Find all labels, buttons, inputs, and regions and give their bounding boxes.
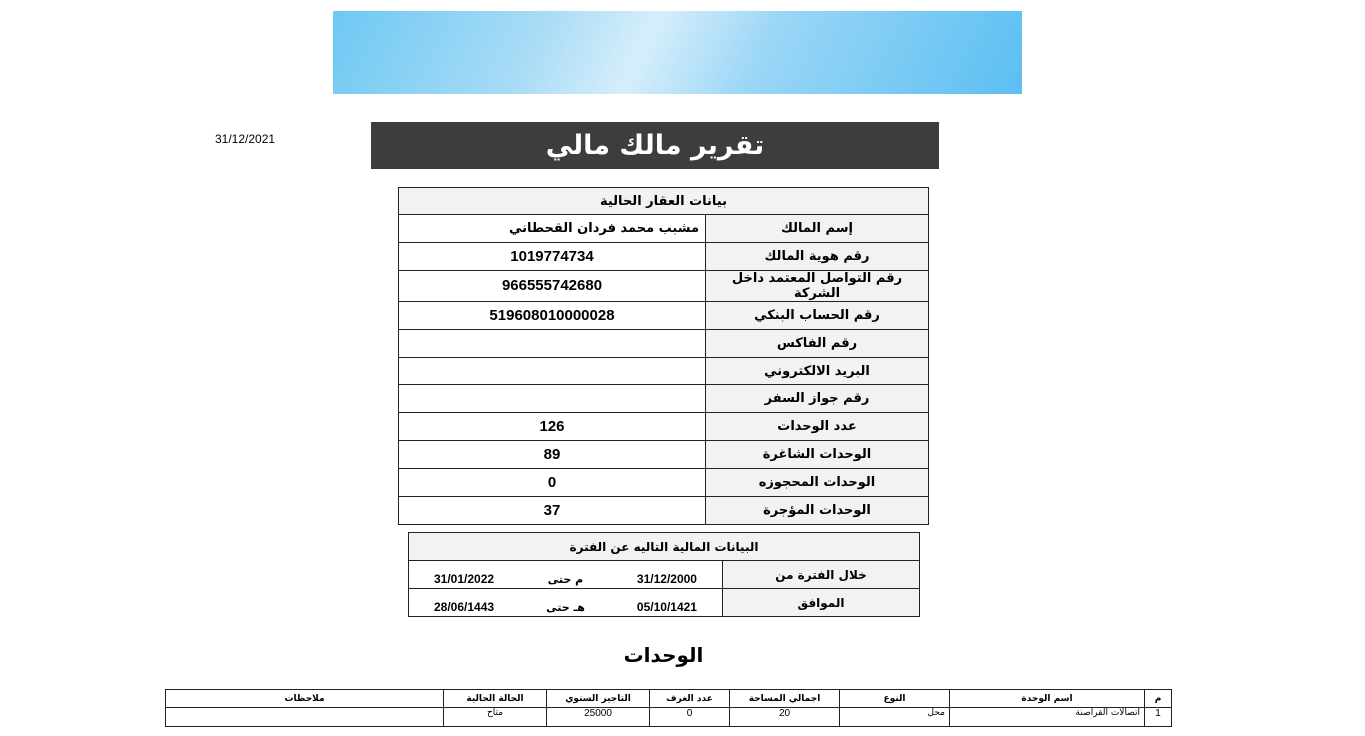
units-section-title: الوحدات [623,643,704,667]
email-value [399,357,706,385]
reserved-units-label: الوحدات المحجوزه [706,469,929,497]
table-row [399,385,929,413]
property-table-header: بيانات العقار الحالية [399,188,929,215]
table-row [166,708,1172,727]
period-to-date: 31/01/2022 [434,571,495,586]
financial-table-header: البيانات المالية التاليه عن الفترة [409,533,920,561]
col-annual-rent: التاجير السنوي [547,690,650,708]
units-count-label: عدد الوحدات [706,413,929,441]
vacant-units-value: 89 [399,441,706,469]
bank-account-label: رقم الحساب البنكي [706,301,929,329]
table-row [399,242,929,270]
col-rooms: عدد الغرف [650,690,730,708]
col-type: النوع [840,690,950,708]
owner-id-value: 1019774734 [399,242,706,270]
unit-area: 20 [730,708,840,727]
bank-account-value: 519608010000028 [399,301,706,329]
fax-value [399,329,706,357]
table-row [399,497,929,525]
hijri-label: الموافق [723,589,920,617]
hijri-from-date: 05/10/1421 [636,599,697,614]
hijri-to-date: 28/06/1443 [434,599,495,614]
report-date: 31/12/2021 [215,132,276,146]
owner-name-value: مشبب محمد فردان القحطاني [399,215,706,243]
units-header-row [166,690,1172,708]
property-data-table [398,187,929,525]
table-row [399,469,929,497]
period-from-date: 31/12/2000 [636,571,697,586]
report-title: تقرير مالك مالي [371,122,939,169]
table-row [399,357,929,385]
fax-label: رقم الفاكس [706,329,929,357]
hijri-range [409,589,723,617]
table-row [409,561,920,589]
table-row [409,589,920,617]
contact-number-value: 966555742680 [399,270,706,301]
unit-number: 1 [1145,708,1172,727]
header-banner [333,11,1022,94]
hijri-separator: هـ حتى [546,600,585,614]
col-unit-name: اسم الوحدة [950,690,1145,708]
table-row [399,413,929,441]
contact-number-label: رقم التواصل المعتمد داخل الشركة [706,270,929,301]
passport-value [399,385,706,413]
unit-status: متاح [444,708,547,727]
period-separator: م حتى [547,572,584,586]
passport-label: رقم جواز السفر [706,385,929,413]
unit-rent: 25000 [547,708,650,727]
table-row [399,301,929,329]
unit-rooms: 0 [650,708,730,727]
rented-units-label: الوحدات المؤجرة [706,497,929,525]
table-row [399,329,929,357]
period-label: خلال الفترة من [723,561,920,589]
financial-period-table [408,532,920,617]
col-notes: ملاحظات [166,690,444,708]
unit-name: اتصالات القراصنة [950,708,1145,727]
col-number: م [1145,690,1172,708]
table-row [399,441,929,469]
table-row [399,270,929,301]
unit-notes [166,708,444,727]
reserved-units-value: 0 [399,469,706,497]
col-area: اجمالي المساحة [730,690,840,708]
col-status: الحالة الحالية [444,690,547,708]
vacant-units-label: الوحدات الشاغرة [706,441,929,469]
owner-id-label: رقم هوية المالك [706,242,929,270]
gregorian-range [409,561,723,589]
owner-name-label: إسم المالك [706,215,929,243]
rented-units-value: 37 [399,497,706,525]
email-label: البريد الالكتروني [706,357,929,385]
unit-type: محل [840,708,950,727]
units-count-value: 126 [399,413,706,441]
units-table [165,689,1172,727]
table-row [399,215,929,243]
